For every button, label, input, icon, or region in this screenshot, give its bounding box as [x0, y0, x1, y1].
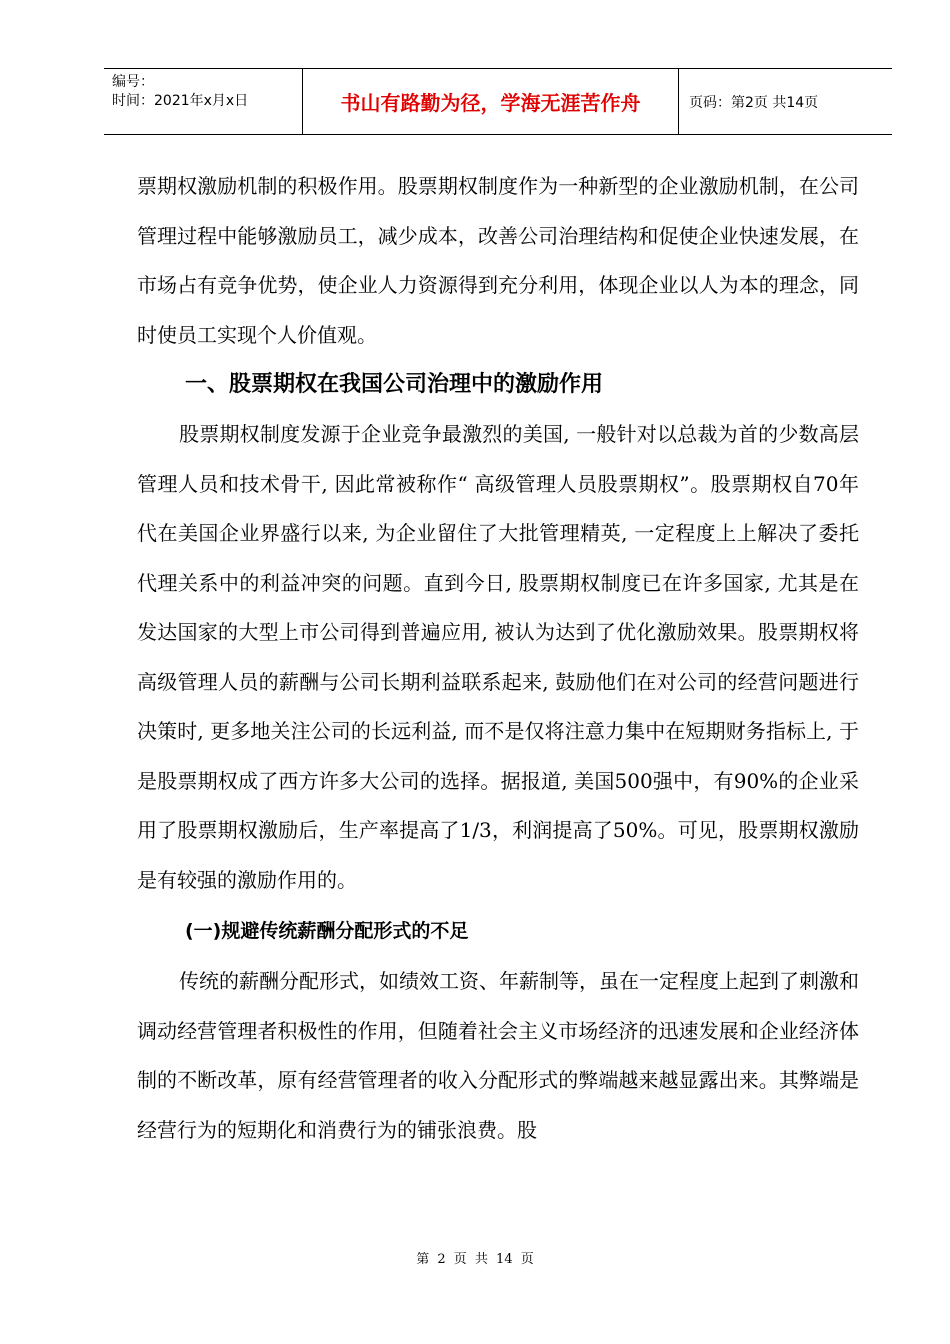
page-footer: 第 2 页 共 14 页: [416, 1252, 534, 1267]
page-header: [104, 68, 892, 135]
paragraph-1: 票期权激励机制的积极作用。股票期权制度作为一种新型的企业激励机制，在公司管理过程中能够激励员工，减少成本，改善公司治理结构和促使企业快速发展，在市场占有竞争优势，使企业人力资源得到充分利用，体现企业以人为本的理念，同时使员工实现个人价值观。: [137, 174, 859, 347]
header-meta: [104, 69, 303, 134]
header-motto: 书山有路勤为径，学海无涯苦作舟: [303, 69, 679, 134]
header-time-label: 时间：2021年x月x日: [112, 93, 249, 109]
subsection-heading-1: (一)规避传统薪酬分配形式的不足: [185, 920, 469, 942]
section-heading-1: 一、股票期权在我国公司治理中的激励作用: [185, 372, 604, 397]
document-body: [137, 162, 859, 1155]
header-number-label: 编号：: [112, 74, 154, 90]
paragraph-2: 股票期权制度发源于企业竞争最激烈的美国, 一般针对以总裁为首的少数高层管理人员和技术骨干, 因此常被称作“ 高级管理人员股票期权”。股票期权自70年代在美国企业界盛行以来, 为企业留住了大批管理精英, 一定程度上上解决了委托代理关系中的利益冲突的问题。直到今日, 股票期权制度已在许多国家, 尤其是在发达国家的大型上市公司得到普遍应用, 被认为达到了优化激励效果。股票期权将高级管理人员的薪酬与公司长期利益联系起来, 鼓励他们在对公司的经营问题进行决策时, 更多地关注公司的长远利益, 而不是仅将注意力集中在短期财务指标上, 于是股票期权成了西方许多大公司的选择。据报道, 美国500强中，有90%的企业采用了股票期权激励后，生产率提高了1/3，利润提高了50%。可见，股票期权激励是有较强的激励作用的。: [137, 422, 859, 892]
paragraph-3: 传统的薪酬分配形式，如绩效工资、年薪制等，虽在一定程度上起到了刺激和调动经营管理者积极性的作用，但随着社会主义市场经济的迅速发展和企业经济体制的不断改革，原有经营管理者的收入分配形式的弊端越来越显露出来。其弊端是经营行为的短期化和消费行为的铺张浪费。股: [137, 969, 859, 1142]
header-page-info: 页码：第2页 共14页: [689, 94, 819, 111]
